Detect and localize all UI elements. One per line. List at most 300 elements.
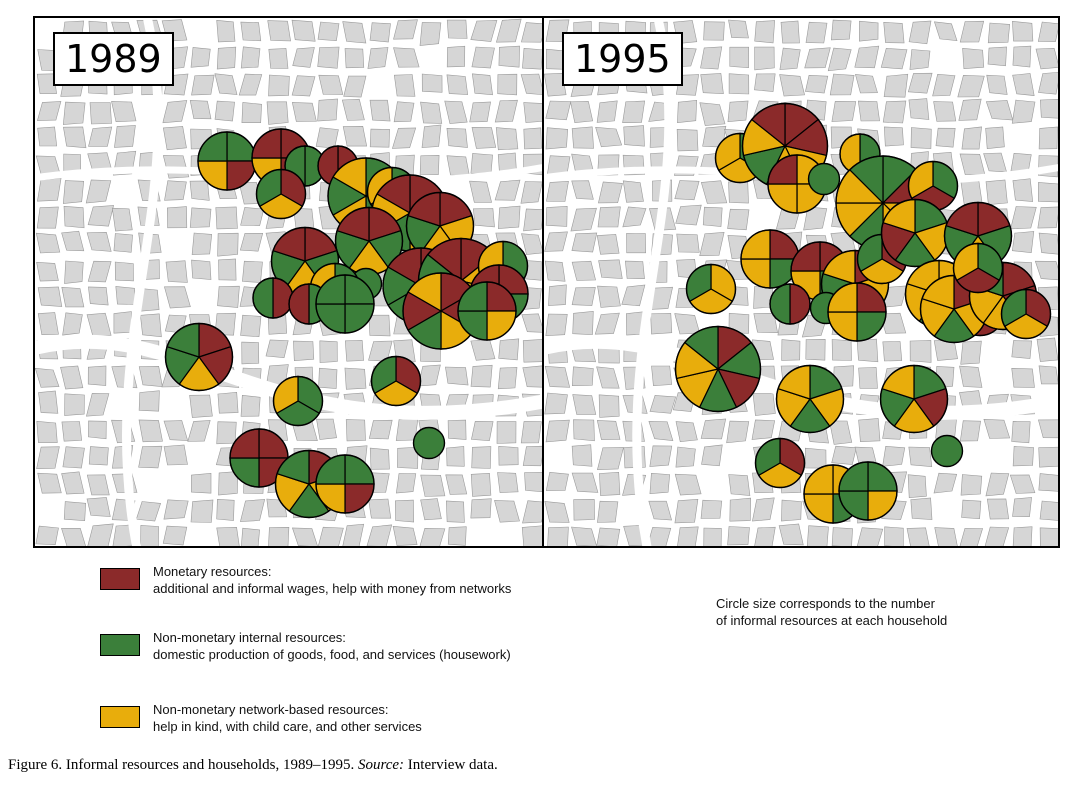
- street-block: [166, 261, 187, 283]
- street-block: [139, 366, 162, 386]
- street-block: [499, 446, 519, 465]
- street-block: [572, 261, 596, 280]
- street-block: [342, 524, 363, 548]
- street-block: [370, 129, 389, 147]
- street-block: [1038, 207, 1060, 228]
- resource-slice-internal: [414, 428, 445, 459]
- street-block: [369, 499, 391, 518]
- street-block: [627, 233, 646, 252]
- legend-item-network: [100, 701, 660, 741]
- street-block: [598, 207, 620, 227]
- household-1989-25: [371, 356, 420, 405]
- street-block: [164, 287, 190, 308]
- street-block: [859, 21, 878, 41]
- street-block: [368, 48, 388, 69]
- street-block: [1013, 74, 1035, 96]
- street-block: [935, 528, 958, 548]
- street-block: [728, 527, 750, 546]
- street-block: [650, 446, 672, 467]
- street-block: [447, 156, 470, 176]
- street-block: [35, 368, 59, 387]
- street-block: [859, 367, 878, 388]
- street-block: [471, 473, 491, 496]
- street-block: [701, 74, 724, 94]
- household-1989-24: [273, 377, 322, 426]
- street-block: [545, 261, 565, 281]
- street-block: [729, 20, 749, 38]
- street-block: [268, 21, 291, 41]
- street-block: [597, 101, 617, 123]
- street-block: [752, 498, 774, 521]
- street-block: [832, 340, 851, 361]
- street-block: [625, 261, 644, 279]
- street-block: [522, 234, 544, 255]
- street-block: [88, 421, 106, 439]
- street-block: [36, 233, 60, 253]
- street-block: [1036, 48, 1059, 69]
- street-block: [267, 102, 288, 125]
- street-block: [88, 261, 111, 282]
- street-block: [677, 100, 696, 122]
- street-block: [884, 127, 903, 146]
- legend-item-monetary: [100, 563, 660, 603]
- street-block: [700, 232, 724, 255]
- household-1995-21: [777, 366, 844, 433]
- street-block: [573, 311, 594, 334]
- legend-title-internal: Non-monetary internal resources:: [153, 630, 346, 645]
- year-label-1989: 1989: [53, 32, 174, 86]
- street-block: [498, 367, 517, 388]
- street-block: [36, 526, 59, 545]
- street-block: [87, 475, 109, 495]
- street-block: [496, 19, 521, 42]
- street-block: [781, 21, 800, 43]
- street-block: [572, 367, 593, 386]
- street-block: [701, 181, 727, 204]
- street-block: [217, 422, 237, 444]
- street-block: [192, 75, 215, 95]
- street-block: [293, 341, 313, 361]
- street-block: [702, 445, 723, 466]
- street-block: [370, 448, 389, 469]
- street-block: [986, 127, 1005, 149]
- street-block: [986, 180, 1007, 205]
- household-1995-25: [1001, 289, 1050, 338]
- figure-caption: [8, 757, 498, 774]
- main-road: [637, 18, 669, 548]
- street-block: [676, 447, 696, 467]
- street-block: [218, 233, 239, 256]
- street-block: [88, 366, 106, 386]
- street-block: [884, 74, 908, 97]
- street-block: [115, 262, 133, 281]
- household-1995-20: [676, 327, 761, 412]
- street-block: [498, 74, 517, 95]
- street-block: [241, 315, 261, 337]
- street-block: [524, 103, 544, 123]
- street-block: [987, 499, 1008, 519]
- household-1989-29: [316, 455, 374, 513]
- street-block: [624, 126, 645, 147]
- street-block: [523, 501, 545, 523]
- street-block: [472, 127, 496, 148]
- street-block: [1039, 233, 1059, 254]
- street-block: [471, 499, 492, 518]
- street-block: [521, 182, 543, 204]
- street-block: [1013, 179, 1033, 202]
- street-block: [623, 101, 645, 123]
- street-block: [650, 473, 670, 493]
- legend-detail-monetary: additional and informal wages, help with money from networks: [153, 581, 512, 596]
- household-1995-28: [755, 439, 804, 488]
- street-block: [498, 206, 520, 228]
- street-block: [191, 473, 211, 493]
- street-block: [599, 472, 620, 495]
- street-block: [546, 181, 568, 201]
- household-1989-5: [256, 170, 305, 219]
- street-block: [805, 75, 827, 93]
- street-block: [190, 100, 211, 118]
- street-block: [832, 446, 857, 464]
- household-1989-26: [414, 428, 445, 459]
- street-block: [447, 75, 468, 95]
- street-block: [190, 181, 209, 201]
- street-block: [495, 100, 517, 122]
- street-block: [38, 127, 57, 146]
- street-block: [805, 48, 831, 68]
- street-block: [292, 76, 315, 96]
- street-block: [677, 129, 698, 151]
- street-block: [960, 154, 985, 175]
- street-block: [910, 340, 931, 362]
- street-block: [572, 287, 595, 305]
- street-block: [240, 233, 262, 251]
- street-block: [420, 528, 445, 547]
- street-block: [447, 128, 468, 147]
- street-block: [1038, 22, 1059, 42]
- street-block: [597, 420, 620, 439]
- street-block: [704, 528, 722, 548]
- street-block: [470, 181, 492, 202]
- street-block: [1039, 127, 1058, 149]
- street-block: [1012, 231, 1034, 252]
- street-block: [418, 365, 440, 386]
- size-note-line-1: Circle size corresponds to the number: [716, 596, 935, 611]
- street-block: [37, 421, 58, 442]
- street-block: [1013, 497, 1032, 516]
- street-block: [241, 395, 260, 416]
- street-block: [806, 22, 827, 43]
- street-block: [729, 74, 749, 94]
- street-block: [495, 500, 520, 522]
- street-block: [167, 207, 187, 228]
- resource-slice-internal: [809, 164, 840, 195]
- household-1989-14: [253, 278, 293, 318]
- street-block: [367, 525, 392, 547]
- street-block: [881, 48, 907, 69]
- street-block: [700, 103, 725, 126]
- street-block: [753, 394, 775, 416]
- street-block: [729, 475, 750, 496]
- street-block: [38, 313, 58, 335]
- street-block: [190, 395, 213, 418]
- street-block: [471, 339, 495, 360]
- street-block: [675, 499, 698, 523]
- street-block: [87, 232, 111, 251]
- street-block: [859, 419, 880, 442]
- street-block: [293, 48, 315, 68]
- street-block: [961, 341, 982, 364]
- street-block: [1039, 447, 1060, 467]
- street-block: [242, 342, 259, 364]
- street-block: [779, 524, 803, 545]
- street-block: [545, 366, 570, 387]
- street-block: [370, 23, 391, 42]
- circle-size-note: [716, 595, 947, 629]
- street-block: [37, 101, 61, 120]
- street-block: [394, 48, 420, 67]
- street-block: [90, 103, 112, 125]
- street-block: [857, 339, 878, 362]
- street-block: [139, 391, 159, 412]
- street-block: [960, 21, 984, 42]
- street-block: [933, 74, 955, 96]
- street-block: [780, 75, 805, 96]
- street-block: [675, 181, 699, 200]
- street-block: [546, 472, 568, 490]
- street-block: [1037, 338, 1058, 362]
- street-block: [908, 73, 932, 93]
- street-block: [215, 101, 235, 121]
- street-block: [88, 205, 114, 226]
- street-block: [884, 22, 904, 43]
- street-block: [652, 366, 672, 386]
- street-block: [112, 101, 137, 121]
- street-block: [573, 395, 596, 415]
- street-block: [676, 205, 702, 225]
- street-block: [191, 500, 213, 523]
- street-block: [546, 128, 568, 149]
- street-block: [675, 474, 701, 495]
- street-block: [1013, 446, 1034, 466]
- street-block: [1013, 527, 1032, 548]
- street-block: [675, 314, 700, 334]
- street-block: [269, 75, 290, 96]
- street-block: [701, 47, 722, 69]
- street-block: [572, 445, 592, 467]
- street-block: [984, 153, 1007, 172]
- street-block: [188, 420, 210, 441]
- street-block: [217, 499, 235, 520]
- street-block: [780, 48, 800, 69]
- street-block: [114, 312, 131, 334]
- household-1995-12: [882, 200, 949, 267]
- street-block: [545, 393, 568, 414]
- street-block: [1012, 421, 1030, 443]
- street-block: [269, 49, 288, 69]
- street-block: [163, 126, 186, 149]
- street-block: [343, 126, 367, 146]
- street-block: [240, 499, 264, 521]
- street-block: [1035, 261, 1060, 280]
- street-block: [547, 527, 568, 548]
- street-block: [936, 128, 955, 147]
- street-block: [87, 498, 110, 517]
- street-block: [1039, 72, 1061, 94]
- street-block: [217, 527, 240, 548]
- street-block: [219, 259, 237, 280]
- street-block: [318, 22, 339, 41]
- street-block: [1013, 46, 1031, 67]
- street-block: [346, 420, 365, 441]
- street-block: [883, 446, 905, 466]
- street-block: [855, 74, 877, 93]
- street-block: [650, 395, 676, 413]
- street-block: [472, 47, 495, 68]
- street-block: [963, 48, 984, 68]
- street-block: [521, 422, 541, 443]
- street-block: [63, 447, 85, 468]
- street-block: [1012, 341, 1032, 359]
- street-block: [883, 101, 906, 123]
- street-block: [934, 340, 957, 360]
- street-block: [62, 231, 84, 251]
- street-block: [446, 501, 464, 523]
- street-block: [546, 101, 571, 120]
- street-block: [88, 287, 108, 305]
- street-block: [396, 474, 416, 494]
- street-block: [524, 209, 544, 231]
- street-block: [911, 498, 932, 520]
- street-block: [754, 74, 775, 92]
- street-block: [165, 181, 187, 201]
- household-1989-16: [316, 275, 374, 333]
- street-block: [1040, 99, 1060, 118]
- street-block: [985, 527, 1009, 548]
- street-block: [960, 421, 980, 441]
- street-block: [217, 47, 236, 69]
- street-block: [292, 528, 317, 547]
- street-block: [369, 420, 392, 439]
- street-block: [909, 447, 932, 467]
- street-block: [61, 366, 83, 389]
- street-block: [499, 46, 520, 67]
- street-block: [987, 75, 1008, 94]
- street-block: [471, 421, 493, 440]
- street-block: [89, 447, 108, 465]
- street-block: [140, 314, 161, 337]
- main-road: [126, 18, 158, 548]
- street-block: [549, 285, 567, 306]
- street-block: [65, 394, 85, 416]
- street-block: [86, 393, 109, 416]
- street-block: [934, 473, 957, 493]
- street-block: [521, 23, 544, 43]
- street-block: [63, 313, 83, 335]
- street-block: [596, 127, 622, 147]
- street-block: [651, 313, 672, 334]
- household-1995-15: [770, 284, 810, 324]
- street-block: [572, 181, 594, 200]
- street-block: [268, 527, 289, 548]
- street-block: [986, 101, 1013, 121]
- street-block: [498, 473, 519, 493]
- street-block: [907, 528, 930, 548]
- legend-text-internal: [153, 629, 511, 663]
- street-block: [471, 365, 492, 387]
- street-block: [1040, 501, 1060, 521]
- street-block: [1038, 420, 1060, 438]
- street-block: [317, 419, 337, 440]
- street-block: [701, 500, 722, 518]
- street-block: [830, 74, 854, 95]
- street-block: [597, 501, 618, 522]
- legend-detail-internal: domestic production of goods, food, and services (housework): [153, 647, 511, 662]
- street-block: [62, 287, 84, 307]
- street-block: [112, 208, 132, 231]
- size-note-line-2: of informal resources at each household: [716, 613, 948, 628]
- household-1995-22: [881, 366, 948, 433]
- street-block: [499, 339, 519, 360]
- street-block: [292, 20, 315, 41]
- street-block: [522, 48, 542, 69]
- street-block: [319, 75, 343, 94]
- street-block: [318, 527, 343, 547]
- street-block: [62, 528, 86, 547]
- legend-text-network: [153, 701, 422, 735]
- household-1995-17: [828, 283, 886, 341]
- street-block: [316, 128, 338, 148]
- street-block: [677, 527, 699, 548]
- street-block: [572, 473, 598, 492]
- street-block: [241, 47, 260, 68]
- street-block: [164, 445, 188, 465]
- street-block: [598, 286, 621, 307]
- street-block: [217, 20, 235, 42]
- street-block: [959, 528, 982, 548]
- caption-text: Informal resources and households, 1989–1995.: [65, 757, 355, 773]
- street-block: [395, 500, 413, 522]
- street-block: [832, 528, 853, 548]
- street-block: [832, 101, 856, 121]
- street-block: [623, 181, 643, 203]
- street-block: [445, 367, 468, 385]
- street-block: [190, 208, 211, 228]
- street-block: [496, 128, 518, 150]
- street-block: [392, 128, 415, 148]
- street-block: [447, 20, 467, 39]
- street-block: [345, 49, 364, 68]
- street-block: [599, 395, 619, 418]
- street-block: [704, 22, 725, 41]
- street-block: [241, 207, 264, 225]
- street-block: [676, 422, 697, 442]
- legend-title-monetary: Monetary resources:: [153, 564, 272, 579]
- legend-swatch-network: [100, 706, 140, 728]
- street-block: [962, 127, 982, 149]
- legend-item-internal: [100, 629, 660, 669]
- street-block: [136, 502, 160, 522]
- street-block: [701, 419, 726, 439]
- street-block: [292, 102, 316, 121]
- resource-slice-internal: [932, 436, 963, 467]
- street-block: [752, 420, 775, 440]
- street-block: [623, 207, 646, 227]
- street-block: [1012, 368, 1035, 387]
- street-block: [1012, 100, 1035, 123]
- street-block: [984, 419, 1010, 438]
- street-block: [446, 475, 467, 495]
